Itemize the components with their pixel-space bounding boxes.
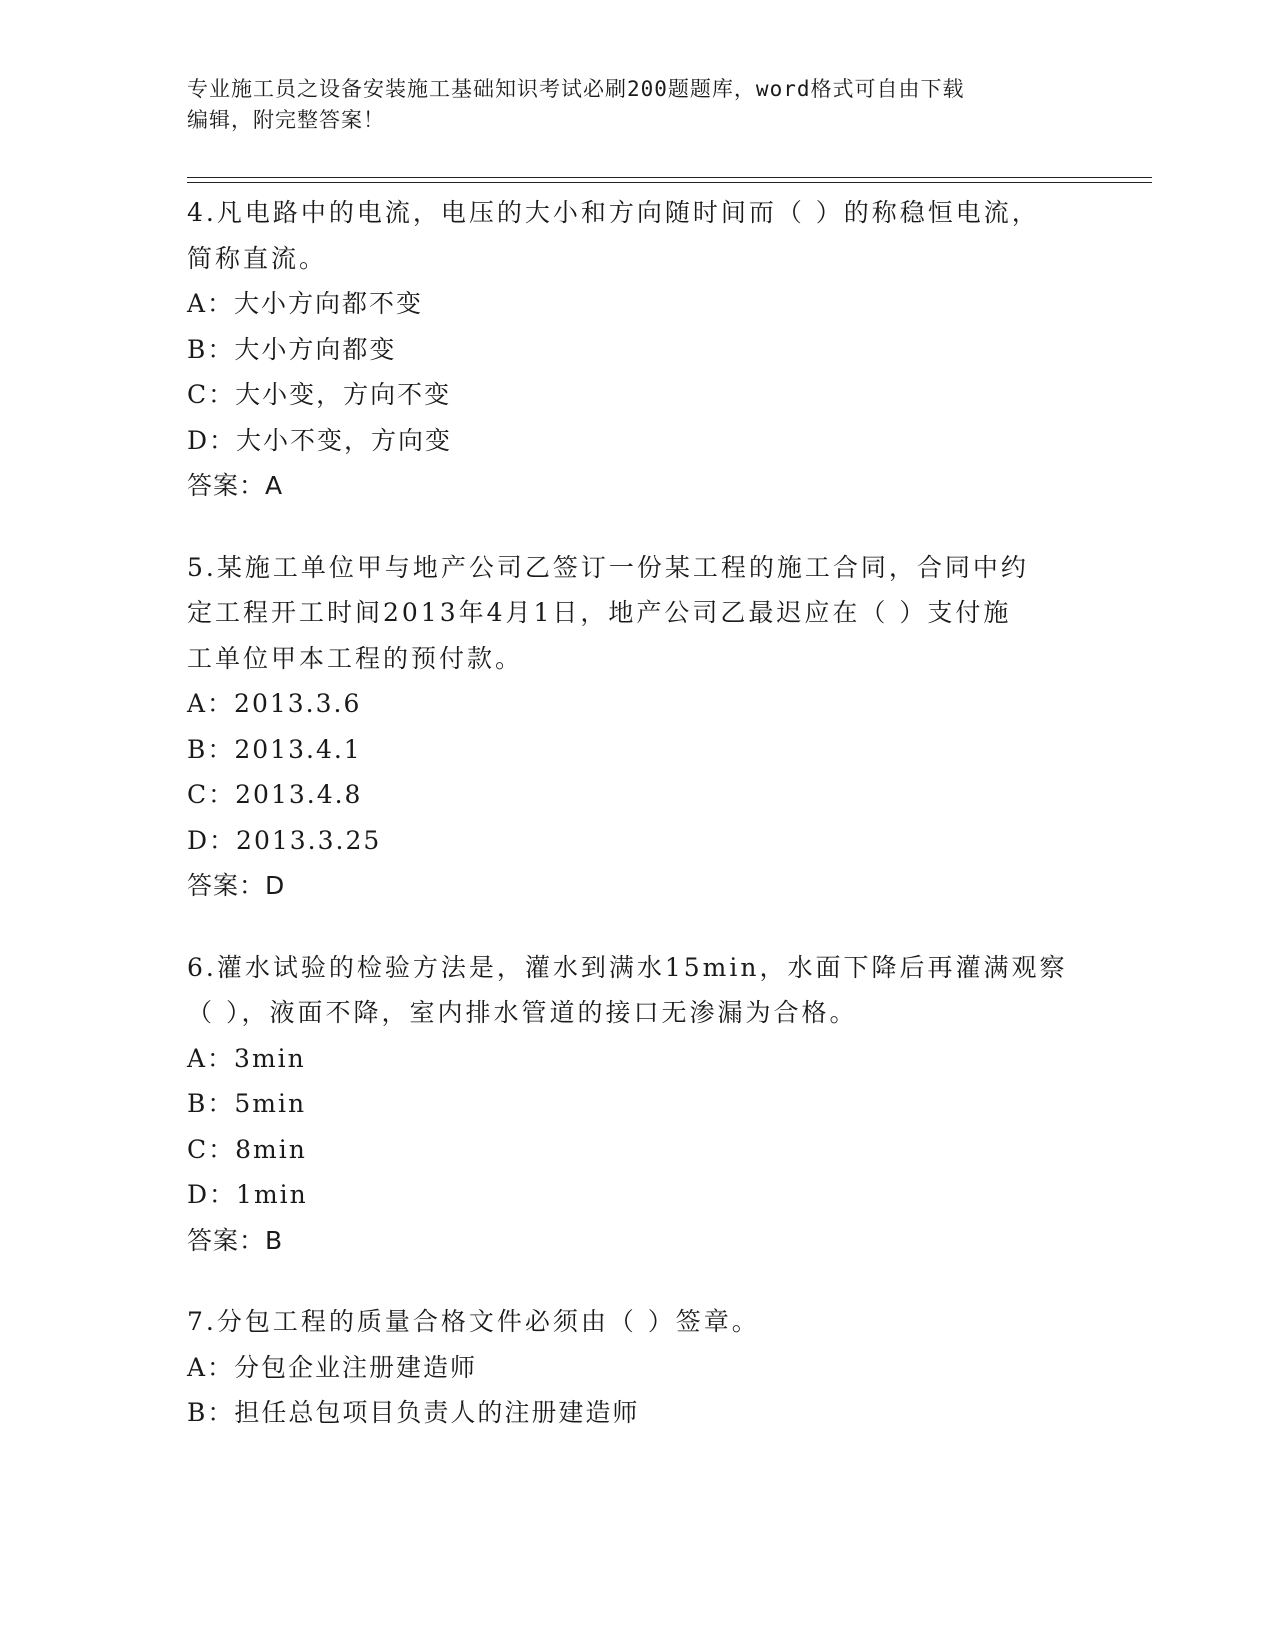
question-6-option-d: D：1min <box>187 1180 308 1209</box>
question-6-option-c: C：8min <box>187 1134 307 1164</box>
question-7 <box>187 1299 1087 1436</box>
question-5-answer: 答案：D <box>187 871 286 900</box>
question-6-option-a: A：3min <box>187 1043 306 1073</box>
question-6-stem-line-1: 6.灌水试验的检验方法是，灌水到满水15min，水面下降后再灌满观察 <box>187 952 1068 982</box>
header-divider-bottom <box>187 182 1152 183</box>
question-6-stem-line-2: （ ），液面不降，室内排水管道的接口无渗漏为合格。 <box>187 998 858 1027</box>
question-4-stem-line-2: 简称直流。 <box>187 243 328 273</box>
question-4-option-b: B：大小方向都变 <box>187 334 397 364</box>
question-6-answer: 答案：B <box>187 1225 284 1255</box>
question-7-stem-line-1: 7.分包工程的质量合格文件必须由（ ）签章。 <box>187 1307 760 1336</box>
question-5-stem-line-2: 定工程开工时间2013年4月1日，地产公司乙最迟应在（ ）支付施 <box>187 598 1012 627</box>
document-header <box>187 74 1077 136</box>
question-4-option-c: C：大小变，方向不变 <box>187 380 452 409</box>
question-list <box>187 190 1087 1472</box>
question-5 <box>187 545 1087 909</box>
header-divider-top <box>187 177 1152 178</box>
question-7-option-a: A：分包企业注册建造师 <box>187 1352 478 1382</box>
question-5-option-c: C：2013.4.8 <box>187 780 363 809</box>
question-4-option-d: D：大小不变，方向变 <box>187 425 453 455</box>
question-5-stem-line-1: 5.某施工单位甲与地产公司乙签订一份某工程的施工合同，合同中约 <box>187 552 1029 582</box>
question-4 <box>187 190 1087 509</box>
question-4-option-a: A：大小方向都不变 <box>187 289 424 318</box>
question-5-option-b: B：2013.4.1 <box>187 734 362 764</box>
header-title-line-2: 编辑，附完整答案！ <box>187 108 385 132</box>
question-6 <box>187 945 1087 1264</box>
question-5-option-a: A：2013.3.6 <box>187 689 362 718</box>
question-5-stem-line-3: 工单位甲本工程的预付款。 <box>187 643 524 673</box>
question-7-option-b: B：担任总包项目负责人的注册建造师 <box>187 1398 640 1427</box>
header-title-line-1: 专业施工员之设备安装施工基础知识考试必刷200题题库，word格式可自由下载 <box>187 77 965 101</box>
question-5-option-d: D：2013.3.25 <box>187 825 382 855</box>
question-4-answer: 答案：A <box>187 471 284 500</box>
question-6-option-b: B：5min <box>187 1089 307 1118</box>
question-4-stem-line-1: 4.凡电路中的电流，电压的大小和方向随时间而（ ）的称稳恒电流， <box>187 198 1040 227</box>
